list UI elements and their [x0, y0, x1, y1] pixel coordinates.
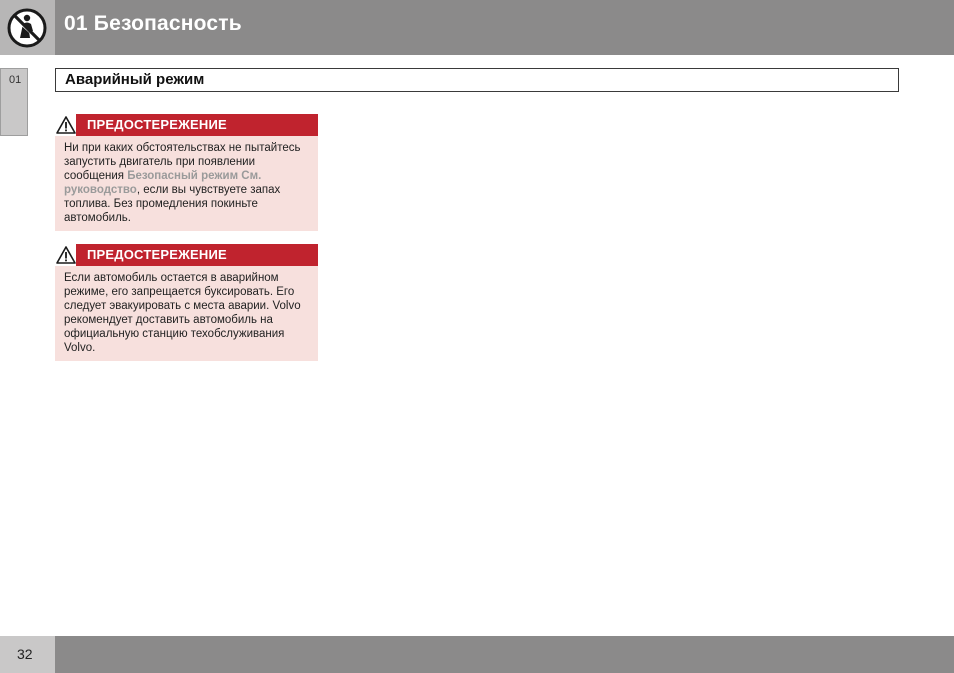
seatbelt-warning-icon — [6, 7, 48, 49]
warning-triangle-icon — [56, 245, 76, 265]
chapter-tab[interactable] — [0, 68, 28, 136]
warning-box-2 — [55, 244, 318, 361]
page-header — [0, 0, 954, 55]
warning-header — [55, 114, 318, 136]
warning-text-part: Ни при каких обстоятельствах не пытайтесь запустить двигатель при появлении сообщения — [64, 142, 301, 182]
warning-text: Если автомобиль остается в аварийном режиме, его запрещается буксировать. Его следует эвакуировать с места аварии. Volvo рекомендует доставить автомобиль на официальную станцию техобслуживания Volvo. — [64, 272, 301, 354]
warning-message-highlight: Безопасный режим См. руководство — [64, 170, 262, 196]
chapter-tab-label: 01 — [9, 74, 22, 86]
warning-triangle-box — [55, 114, 77, 136]
page-number-box — [0, 636, 55, 673]
warning-label: ПРЕДОСТЕРЕЖЕНИЕ — [87, 247, 227, 262]
warning-triangle-icon — [56, 115, 76, 135]
page-footer — [0, 636, 954, 673]
warning-header — [55, 244, 318, 266]
warning-text-part: , если вы чувствуете запах топлива. Без промедления покиньте автомобиль. — [64, 184, 281, 224]
warning-box-1 — [55, 114, 318, 231]
warning-text — [55, 136, 318, 233]
section-heading-text: Аварийный режим — [65, 71, 205, 88]
section-heading — [55, 68, 899, 92]
page-number: 32 — [17, 646, 33, 662]
header-icon-box — [0, 0, 55, 55]
warning-label: ПРЕДОСТЕРЕЖЕНИЕ — [87, 117, 227, 132]
warning-triangle-box — [55, 244, 77, 266]
page-title: 01 Безопасность — [64, 12, 242, 35]
